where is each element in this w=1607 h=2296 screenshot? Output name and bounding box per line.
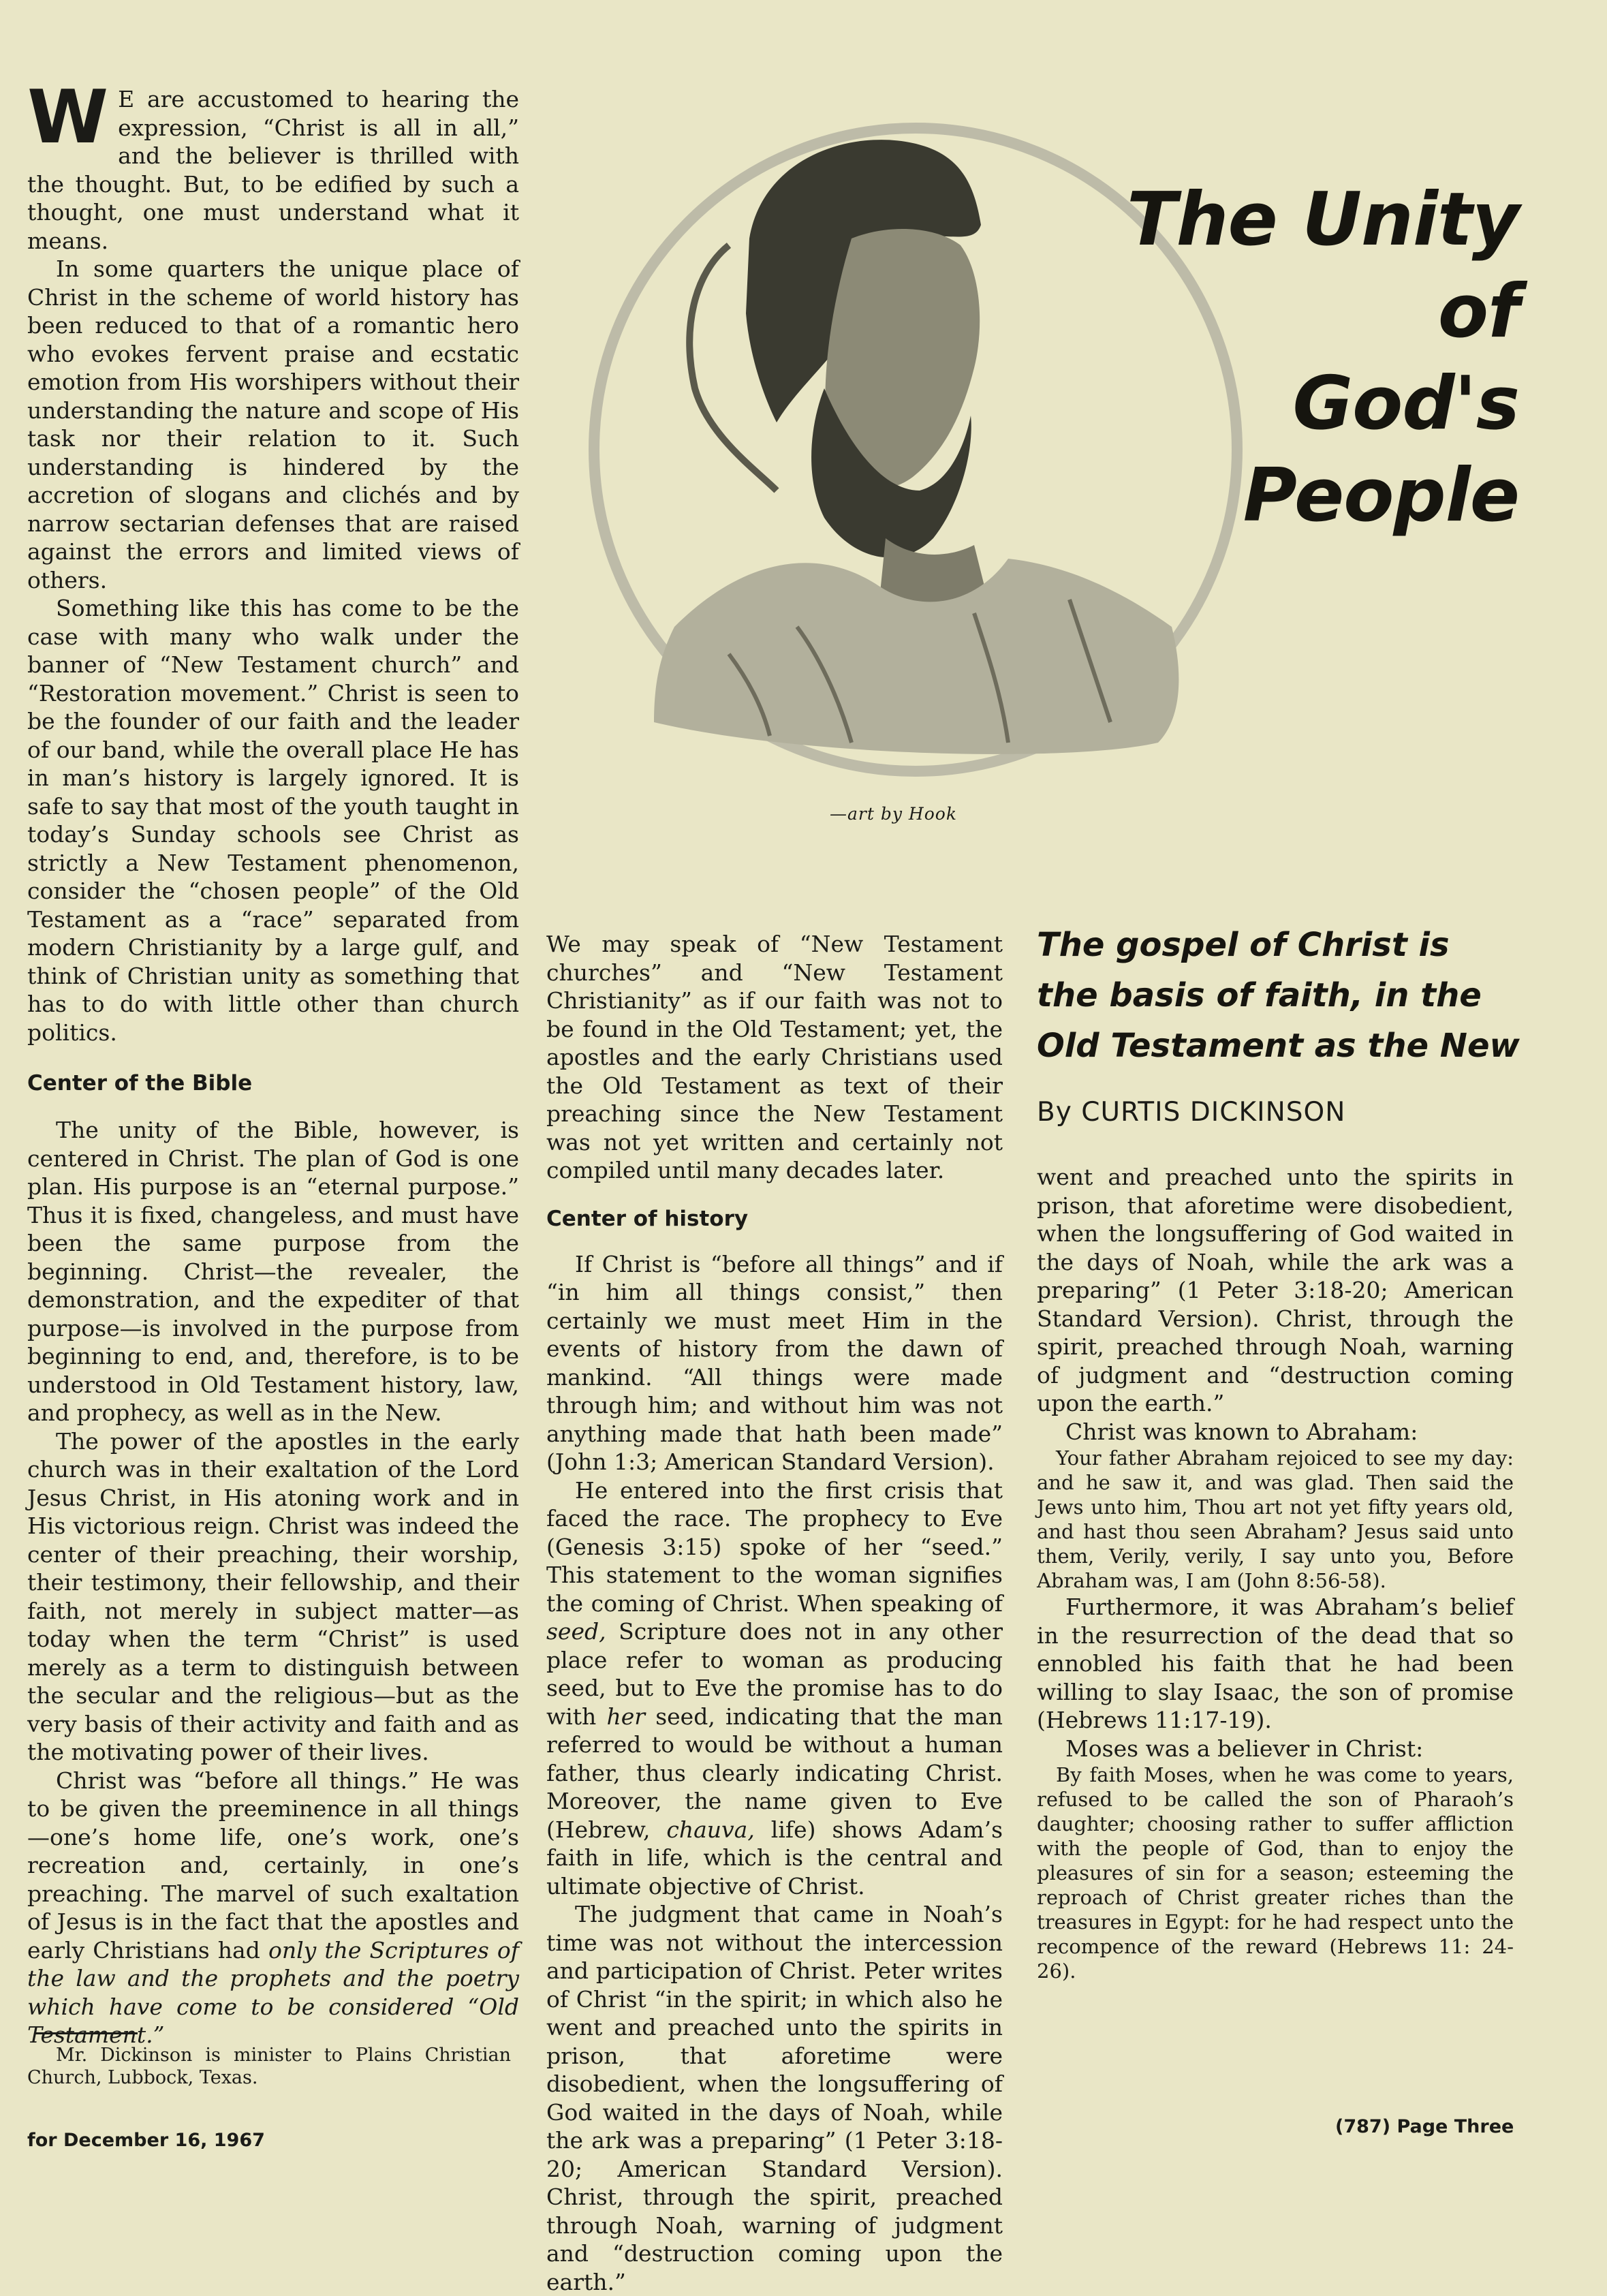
column-3 xyxy=(1037,1163,1514,1983)
paragraph: Christ was “before all things.” He was to be given the preeminence in all things —one’s home life, one’s work, one’s recreation and, certainly, in one’s preaching. The marvel of such exaltation of Jesus is in the fact that the apostles and early Christians had only the Scriptures of the law and the prophets and the poetry which have come to be considered “Old Testament.” xyxy=(27,1767,519,2048)
byline: By CURTIS DICKINSON xyxy=(1037,1097,1346,1128)
paragraph: In some quarters the unique place of Christ in the scheme of world history has been reduced to that of a romantic hero who evokes fervent praise and ecstatic emotion from His worshipers without their understanding the nature and scope of His task nor their relation to it. Such understanding is hindered by the accretion of slogans and clichés and by narrow sectarian defenses that are raised against the errors and limited views of others. xyxy=(27,255,519,593)
paragraph: He entered into the first crisis that faced the race. The prophecy to Eve (Genesis 3:15) spoke of her “seed.” This statement to the woman signifies the coming of Christ. When speaking of seed, Scripture does not in any other place refer to woman as producing seed, but to Eve the promise has to do with her seed, indicating that the man referred to would be without a human father, thus clearly indicating Christ. Moreover, the name given to Eve (Hebrew, chauva, life) shows Adam’s faith in life, which is the central and ultimate objective of Christ. xyxy=(546,1476,1003,1899)
quote-hebrews: By faith Moses, when he was come to years, refused to be called the son of Pharaoh’s daughter; choosing rather to suffer affliction with the people of God, than to enjoy the pleasures of sin for a season; esteeming the reproach of Christ greater riches than the treasures in Egypt: for he had respect unto the recompence of the reward (Hebrews 11: 24-26). xyxy=(1037,1763,1514,1983)
paragraph-noah-continued: went and preached unto the spirits in prison, that aforetime were disobedient, when the longsuffering of God waited in the days of Noah, while the ark was a preparing” (1 Peter 3:18-20; American Standard Version). Christ, through the spirit, preached through Noah, warning of judgment and “destruction coming upon the earth.” xyxy=(1037,1164,1514,1416)
italic-phrase: only the Scriptures of the law and the prophets and the poetry which have come to be considered “Old Testament.” xyxy=(27,1936,519,2048)
paragraph: The power of the apostles in the early church was in their exaltation of the Lord Jesus Christ, in His atoning work and in His victorious reign. Christ was indeed the center of their preaching, their worship, their testimony, their fellowship, and their faith, not merely in subject matter—as today when the term “Christ” is used merely as a term to distinguish between the secular and the religious—but as the very basis of their activity and faith and as the motivating power of their lives. xyxy=(27,1427,519,1765)
footer-date: for December 16, 1967 xyxy=(27,2130,265,2151)
paragraph: The unity of the Bible, however, is centered in Christ. The plan of God is one plan. His purpose is an “eternal purpose.” Thus it is fixed, changeless, and must have been the same purpose from the beginning. Christ—the revealer, the demonstration, and the expediter of that purpose—is involved in the purpose from beginning to end, and, therefore, is to be understood in Old Testament history, law, and prophecy, as well as in the New. xyxy=(27,1117,519,1426)
article-deck: The gospel of Christ is the basis of faith, in the Old Testament as the New xyxy=(1037,926,1520,1065)
title-line-1: The Unity of xyxy=(1126,177,1519,354)
paragraph: If Christ is “before all things” and if “in him all things consist,” then certainly we must meet Him in the events of history from the dawn of mankind. “All things were made through him; and without him was not anything made that hath been made” (John 1:3; American Standard Version). xyxy=(546,1250,1003,1475)
art-credit: —art by Hook xyxy=(830,804,957,824)
paragraph-noah: The judgment that came in Noah’s time was not without the intercession and participation of Christ. Peter writes of Christ “in the spirit; in which also he went and preached unto the spirits in prison, that aforetime were disobedient, when the longsuffering of God waited in the days of Noah, while the ark was a preparing” (1 Peter 3:18-20; American Standard Version). Christ, through the spirit, preached through Noah, warning of judgment and “destruction coming upon the earth.” xyxy=(546,1901,1003,2295)
paragraph: Furthermore, it was Abraham’s belief in the resurrection of the dead that so ennobled his faith that he had been willing to slay Isaac, the son of promise (Hebrews 11:17-19). xyxy=(1037,1594,1514,1733)
paragraph: Christ was known to Abraham: xyxy=(1065,1418,1418,1445)
paragraph: Moses was a believer in Christ: xyxy=(1065,1735,1424,1762)
quote-john: Your father Abraham rejoiced to see my day: and he saw it, and was glad. Then said the Jews unto him, Thou art not yet fifty years old, and hast thou seen Abraham? Jesus said unto them, Verily, verily, I say unto you, Before Abraham was, I am (John 8:56-58). xyxy=(1037,1446,1514,1592)
drop-cap: W xyxy=(27,75,109,160)
paragraph: Something like this has come to be the case with many who walk under the banner of “New Testament church” and “Restoration movement.” Christ is seen to be the founder of our faith and the leader of our band, while the overall place He has in man’s history is largely ignored. It is safe to say that most of the youth taught in today’s Sunday schools see Christ as strictly a New Testament phenomenon, consider the “chosen people” of the Old Testament as a “race” separated from modern Christianity by a large gulf, and think of Christian unity as something that has to do with little other than church politics. xyxy=(27,595,519,1046)
column-1 xyxy=(27,75,519,2049)
title-line-2: God's People xyxy=(1243,361,1519,538)
author-footnote: Mr. Dickinson is minister to Plains Christian Church, Lubbock, Texas. xyxy=(27,2045,511,2088)
paragraph-continued: We may speak of “New Testament churches” and “New Testament Christianity” as if our faith was not to be found in the Old Testament; yet, the apostles and the early Christians used the Old Testament as text of their preaching since the New Testament was not yet written and certainly not compiled until many decades later. xyxy=(546,931,1003,1183)
footer-page-number: (787) Page Three xyxy=(1335,2116,1514,2137)
subhead-center-of-bible: Center of the Bible xyxy=(27,1071,253,1096)
column-2 xyxy=(546,930,1003,2295)
subhead-center-of-history: Center of history xyxy=(546,1206,749,1231)
intro-paragraph: W E are accustomed to hearing the expression, “Christ is all in all,” and the believer is thrilled with the thought. But, to be edified by such a thought, one must understand what it means. xyxy=(27,75,519,254)
footnote-rule xyxy=(35,2032,138,2034)
article-title xyxy=(1022,174,1519,542)
